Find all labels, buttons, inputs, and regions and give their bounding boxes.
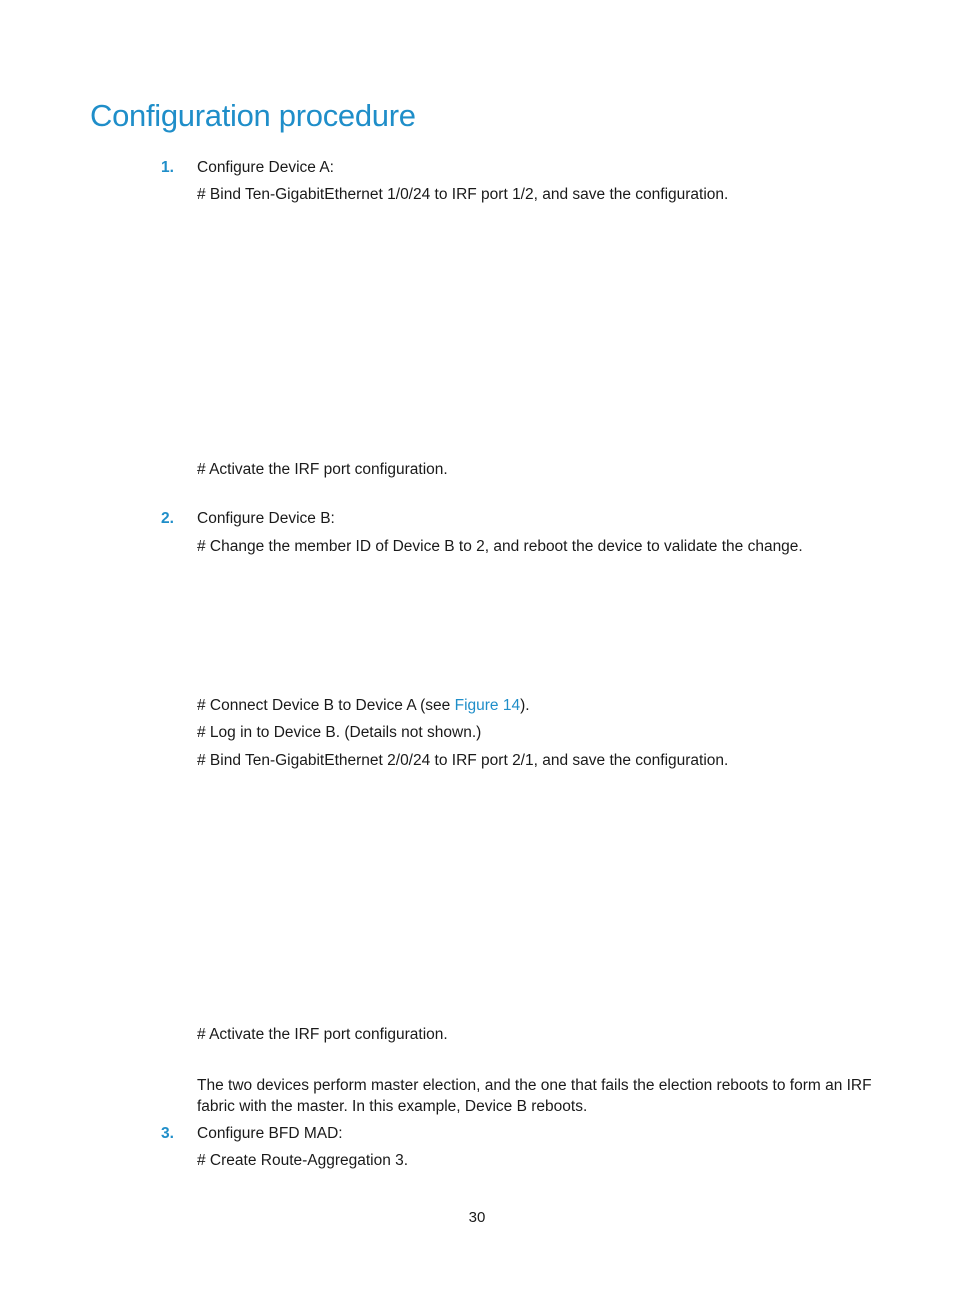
- step-2-number: 2.: [161, 510, 174, 527]
- connect-instruction-text: # Connect Device B to Device A (see: [197, 697, 455, 714]
- step-2-bind-port-instruction: # Bind Ten-GigabitEthernet 2/0/24 to IRF port 2/1, and save the configuration.: [197, 752, 729, 769]
- page-title: Configuration procedure: [90, 98, 416, 133]
- step-2-login-instruction: # Log in to Device B. (Details not shown.): [197, 724, 482, 741]
- step-2-election-note: The two devices perform master election, and the one that fails the election reboots to form an IRF fabric with the master. In this example, Device B reboots.: [197, 1077, 872, 1115]
- step-3-title: Configure BFD MAD:: [197, 1125, 343, 1142]
- step-1-bind-port-instruction: # Bind Ten-GigabitEthernet 1/0/24 to IRF port 1/2, and save the configuration.: [197, 186, 729, 203]
- figure-14-link[interactable]: Figure 14: [454, 697, 521, 714]
- step-2-title: Configure Device B:: [197, 510, 335, 527]
- step-3-number: 3.: [161, 1125, 174, 1142]
- page-number: 30: [468, 1209, 486, 1226]
- step-2-member-id-instruction: # Change the member ID of Device B to 2, and reboot the device to validate the change.: [197, 538, 803, 555]
- step-1-activate-instruction: # Activate the IRF port configuration.: [197, 461, 448, 478]
- step-3-create-aggregation-instruction: # Create Route-Aggregation 3.: [197, 1152, 409, 1169]
- step-1-number: 1.: [161, 159, 174, 176]
- connect-instruction-close: ).: [520, 697, 530, 714]
- step-2-connect-instruction: [197, 696, 530, 716]
- step-1-title: Configure Device A:: [197, 159, 334, 176]
- step-2-activate-instruction: # Activate the IRF port configuration.: [197, 1026, 448, 1043]
